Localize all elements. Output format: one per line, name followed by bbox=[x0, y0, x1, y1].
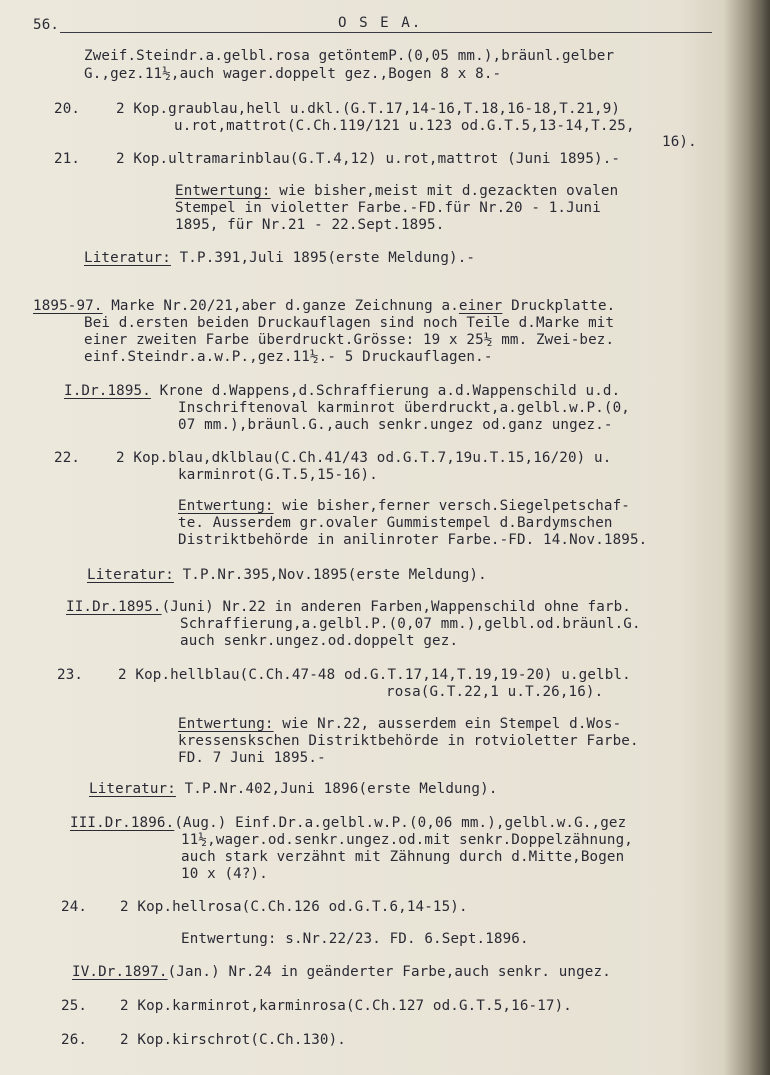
druck-line: Schraffierung,a.gelbl.P.(0,07 mm.),gelbl.od.bräunl.G. bbox=[180, 616, 641, 632]
section-line: einf.Steindr.a.w.P.,gez.11½.- 5 Druckauflagen.- bbox=[84, 349, 493, 365]
stamp-line: 2 Kop.blau,dklblau(C.Ch.41/43 od.G.T.7,19u.T.15,16/20) u. bbox=[116, 450, 612, 466]
entwertung-line: Entwertung: s.Nr.22/23. FD. 6.Sept.1896. bbox=[181, 931, 529, 947]
druck-label: III.Dr.1896. bbox=[70, 815, 175, 831]
druck-IV: IV.Dr.1897.(Jan.) Nr.24 in geänderter Farbe,auch senkr. ungez. bbox=[72, 964, 611, 980]
druck-I: I.Dr.1895. Krone d.Wappens,d.Schraffierung a.d.Wappenschild u.d. bbox=[64, 383, 621, 399]
stamp-number: 21. bbox=[54, 151, 81, 167]
stamp-number: 24. bbox=[61, 899, 88, 915]
stamp-number: 22. bbox=[54, 450, 81, 466]
druck-line: Inschriftenoval karminrot überdruckt,a.gelbl.w.P.(0, bbox=[178, 400, 630, 416]
druck-II: II.Dr.1895.(Juni) Nr.22 in anderen Farben,Wappenschild ohne farb. bbox=[66, 599, 631, 615]
literatur-label: Literatur: bbox=[89, 781, 176, 797]
stamp-number: 23. bbox=[57, 667, 84, 683]
entwertung-line: Distriktbehörde in anilinroter Farbe.-FD. 14.Nov.1895. bbox=[178, 532, 648, 548]
druck-label: I.Dr.1895. bbox=[64, 383, 151, 399]
druck-III: III.Dr.1896.(Aug.) Einf.Dr.a.gelbl.w.P.(0,06 mm.),gelbl.w.G.,gez bbox=[70, 815, 627, 831]
entwertung-line: Stempel in violetter Farbe.-FD.für Nr.20 - 1.Juni bbox=[175, 200, 601, 216]
stamp-line: 2 Kop.hellrosa(C.Ch.126 od.G.T.6,14-15). bbox=[120, 899, 468, 915]
druck-line: 07 mm.),bräunl.G.,auch senkr.ungez od.ganz ungez.- bbox=[178, 417, 613, 433]
stamp-line: 2 Kop.karminrot,karminrosa(C.Ch.127 od.G.T.5,16-17). bbox=[120, 998, 572, 1014]
literatur-label: Literatur: bbox=[87, 567, 174, 583]
page-number: 56. bbox=[33, 17, 60, 33]
intro-line: Zweif.Steindr.a.gelbl.rosa getöntemP.(0,05 mm.),bräunl.gelber bbox=[84, 48, 615, 64]
page-edge-shadow bbox=[748, 0, 770, 1075]
stamp-line: 2 Kop.kirschrot(C.Ch.130). bbox=[120, 1032, 346, 1048]
section-line: Bei d.ersten beiden Druckauflagen sind noch Teile d.Marke mit bbox=[84, 315, 615, 331]
section-line: einer zweiten Farbe überdruckt.Grösse: 19 x 25½ mm. Zwei-bez. bbox=[84, 332, 615, 348]
stamp-line: rosa(G.T.22,1 u.T.26,16). bbox=[386, 684, 604, 700]
intro-line: G.,gez.11½,auch wager.doppelt gez.,Bogen 8 x 8.- bbox=[84, 66, 502, 82]
section-label: 1895-97. bbox=[33, 298, 103, 314]
literatur-block: Literatur: T.P.391,Juli 1895(erste Meldung).- bbox=[84, 250, 476, 266]
druck-line: auch stark verzähnt mit Zähnung durch d.Mitte,Bogen bbox=[181, 849, 625, 865]
literatur-label: Literatur: bbox=[84, 250, 171, 266]
header-rule bbox=[60, 32, 712, 33]
entwertung-line: FD. 7 Juni 1895.- bbox=[178, 750, 326, 766]
entwertung-label: Entwertung: bbox=[175, 183, 271, 199]
stamp-line: 16). bbox=[662, 134, 697, 150]
stamp-number: 25. bbox=[61, 998, 88, 1014]
entwertung-label: Entwertung: bbox=[178, 716, 274, 732]
entwertung-label: Entwertung: bbox=[178, 498, 274, 514]
section-1895-97: 1895-97. Marke Nr.20/21,aber d.ganze Zeichnung a.einer Druckplatte. bbox=[33, 298, 616, 314]
entwertung-line: 1895, für Nr.21 - 22.Sept.1895. bbox=[175, 217, 445, 233]
stamp-line: karminrot(G.T.5,15-16). bbox=[178, 467, 378, 483]
literatur-block: Literatur: T.P.Nr.395,Nov.1895(erste Meldung). bbox=[87, 567, 487, 583]
entwertung-block: Entwertung: wie bisher,ferner versch.Siegelpetschaf- bbox=[178, 498, 630, 514]
page-title: O S E A. bbox=[338, 15, 423, 31]
druck-label: IV.Dr.1897. bbox=[72, 964, 168, 980]
stamp-number: 26. bbox=[61, 1032, 88, 1048]
literatur-block: Literatur: T.P.Nr.402,Juni 1896(erste Meldung). bbox=[89, 781, 498, 797]
stamp-line: 2 Kop.hellblau(C.Ch.47-48 od.G.T.17,14,T.19,19-20) u.gelbl. bbox=[118, 667, 631, 683]
entwertung-block: Entwertung: wie Nr.22, ausserdem ein Stempel d.Wos- bbox=[178, 716, 622, 732]
druck-line: 10 x (4?). bbox=[181, 866, 268, 882]
stamp-line: 2 Kop.graublau,hell u.dkl.(G.T.17,14-16,T.18,16-18,T.21,9) bbox=[116, 101, 621, 117]
stamp-number: 20. bbox=[54, 101, 81, 117]
stamp-line: u.rot,mattrot(C.Ch.119/121 u.123 od.G.T.5,13-14,T.25, bbox=[174, 118, 635, 134]
entwertung-line: kressenskschen Distriktbehörde in rotvioletter Farbe. bbox=[178, 733, 639, 749]
stamp-line: 2 Kop.ultramarinblau(G.T.4,12) u.rot,mattrot (Juni 1895).- bbox=[116, 151, 621, 167]
druck-label: II.Dr.1895. bbox=[66, 599, 162, 615]
entwertung-line: te. Ausserdem gr.ovaler Gummistempel d.Bardymschen bbox=[178, 515, 613, 531]
druck-line: 11½,wager.od.senkr.ungez.od.mit senkr.Doppelzähnung, bbox=[181, 832, 633, 848]
druck-line: auch senkr.ungez.od.doppelt gez. bbox=[180, 633, 459, 649]
entwertung-block: Entwertung: wie bisher,meist mit d.gezackten ovalen bbox=[175, 183, 619, 199]
